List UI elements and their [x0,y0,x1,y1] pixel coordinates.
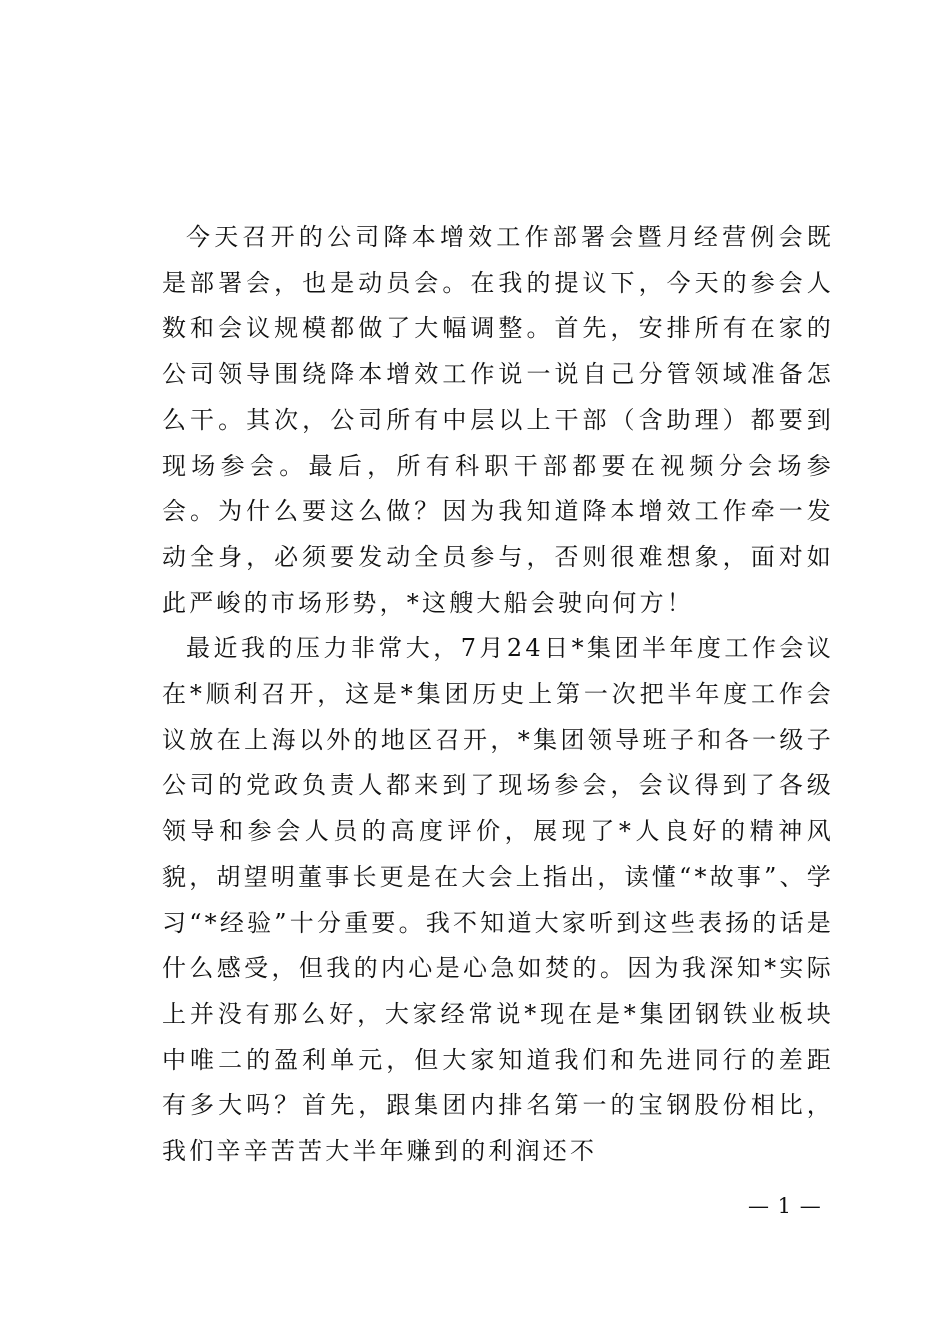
page-number: — 1 — [748,1194,822,1218]
paragraph-1: 今天召开的公司降本增效工作部署会暨月经营例会既是部署会，也是动员会。在我的提议下，今天的参会人数和会议规模都做了大幅调整。首先，安排所有在家的公司领导围绕降本增效工作说一说自己分管领域准备怎么干。其次，公司所有中层以上干部（含助理）都要到现场参会。最后，所有科职干部都要在视频分会场参会。为什么要这么做？因为我知道降本增效工作牵一发动全身，必须要发动全员参与，否则很难想象，面对如此严峻的市场形势，*这艘大船会驶向何方！ [162,223,834,617]
paragraph-2: 最近我的压力非常大，7月24日*集团半年度工作会议在*顺利召开，这是*集团历史上第一次把半年度工作会议放在上海以外的地区召开，*集团领导班子和各一级子公司的党政负责人都来到了现场参会，会议得到了各级领导和参会人员的高度评价，展现了*人良好的精神风貌，胡望明董事长更是在大会上指出，读懂“*故事”、学习“*经验”十分重要。我不知道大家听到这些表扬的话是什么感受，但我的内心是心急如焚的。因为我深知*实际上并没有那么好，大家经常说*现在是*集团钢铁业板块中唯二的盈利单元，但大家知道我们和先进同行的差距有多大吗？首先，跟集团内排名第一的宝钢股份相比，我们辛辛苦苦大半年赚到的利润还不 [162,634,834,1166]
document-body [162,215,834,1175]
